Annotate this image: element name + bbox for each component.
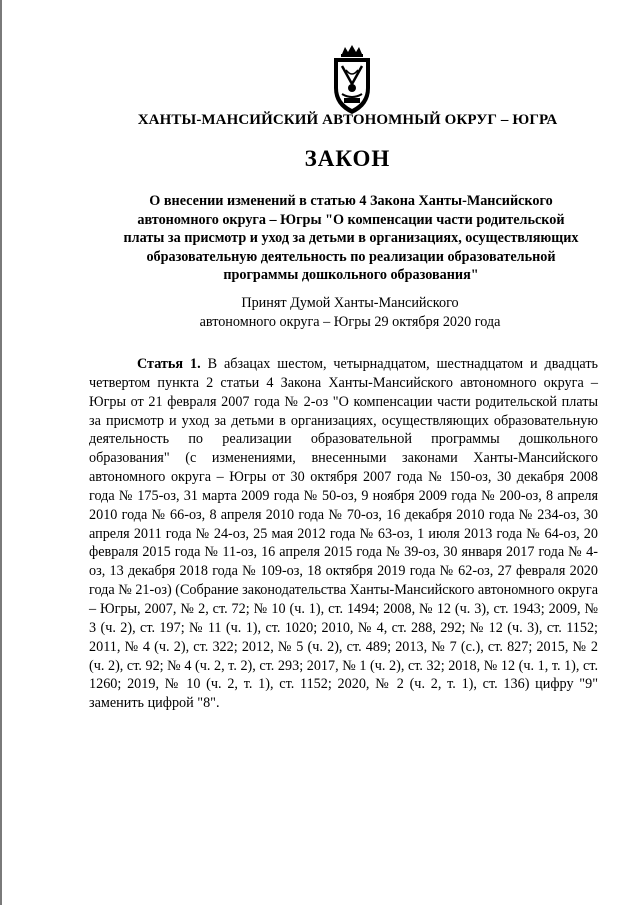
article-text: В абзацах шестом, четырнадцатом, шестнадцатом и двадцать четвертом пункта 2 статьи 4 Закона Ханты-Мансийского автономного округа – Югры от 21 февраля 2007 года № 2-оз "О компенсации части родительской платы за присмотр и уход за детьми в организациях, осуществляющих образовательную деятельность по реализации образовательной программы дошкольного образования" (с изменениями, внесенными законами Ханты-Мансийского автономного округа – Югры от 30 октября 2007 года № 150-оз, 30 декабря 2008 года № 175-оз, 31 марта 2009 года № 50-оз, 9 ноября 2009 года № 200-оз, 8 апреля 2010 года № 66-оз, 8 апреля 2010 года № 70-оз, 16 декабря 2010 года № 234-оз, 30 апреля 2011 года № 24-оз, 25 мая 2012 года № 63-оз, 1 июля 2013 года № 64-оз, 20 февраля 2015 года № 11-оз, 16 апреля 2015 года № 39-оз, 30 января 2017 года № 4-оз, 13 декабря 2018 года № 109-оз, 18 октября 2019 года № 62-оз, 27 февраля 2020 года № 21-оз) (Собрание законодательства Ханты-Мансийского автономного округа – Югры, 2007, № 2, ст. 72; № 10 (ч. 1), ст. 1494; 2008, № 12 (ч. 3), ст. 1943; 2009, № 3 (ч. 2), ст. 197; № 11 (ч. 1), ст. 1020; 2010, № 4, ст. 288, 292; № 12 (ч. 3), ст. 1152; 2011, № 4 (ч. 2), ст. 322; 2012, № 5 (ч. 2), ст. 489; 2013, № 7 (с.), ст. 827; 2015, № 2 (ч. 2), ст. 92; № 4 (ч. 2, т. 2), ст. 293; 2017, № 1 (ч. 2), ст. 32; 2018, № 12 (ч. 1, т. 1), ст. 1260; 2019, № 10 (ч. 2, т. 1), ст. 1152; 2020, № 2 (ч. 2, т. 1), ст. 136) цифру "9" заменить цифрой "8". <box>89 356 598 712</box>
document-type-title: ЗАКОН <box>304 146 391 171</box>
document-subject: О внесении изменений в статью 4 Закона Ханты-Мансийского автономного округа – Югры "О компенсации части родительской платы за присмотр и уход за детьми в организациях, осуществляющих образовательную деятельность по реализации образовательной программы дошкольного образования" <box>123 193 579 283</box>
adoption-line-2: автономного округа – Югры 29 октября 2020 года <box>199 314 501 330</box>
region-title: ХАНТЫ-МАНСИЙСКИЙ АВТОНОМНЫЙ ОКРУГ – ЮГРА <box>137 112 558 128</box>
article-1 <box>89 355 598 713</box>
adoption-note <box>140 294 560 332</box>
article-number: Статья 1. <box>137 356 201 372</box>
adoption-line-1: Принят Думой Ханты-Мансийского <box>241 295 459 311</box>
coat-of-arms-icon <box>328 44 376 116</box>
scan-edge <box>0 0 2 905</box>
